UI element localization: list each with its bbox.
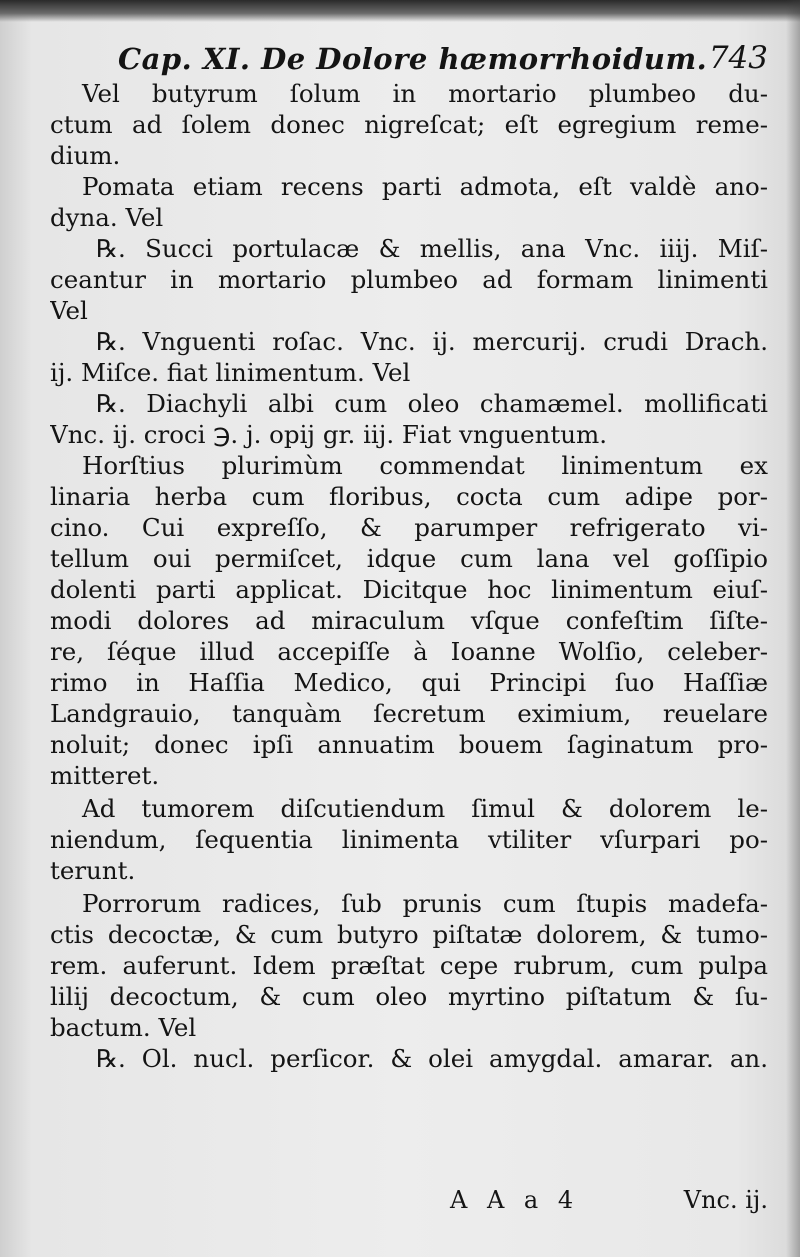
page-footer: [50, 1186, 768, 1220]
text-line: Ad tumorem diſcutiendum ſimul & dolorem le-: [82, 794, 768, 823]
text-line: ℞. Diachyli albi cum oleo chamæmel. mollificati: [96, 389, 768, 418]
text-line: ceantur in mortario plumbeo ad formam linimenti: [50, 265, 768, 294]
text-line: terunt.: [50, 856, 136, 885]
page-top-shadow: [0, 0, 800, 22]
text-line: tellum oui permiſcet, idque cum lana vel goſſipio: [50, 544, 768, 573]
text-line: bactum. Vel: [50, 1013, 197, 1042]
text-line: Horſtius plurimùm commendat linimentum ex: [82, 451, 768, 480]
text-line: ctis decoctæ, & cum butyro piſtatæ dolorem, & tumo-: [50, 920, 768, 949]
text-line: ℞. Ol. nucl. perſicor. & olei amygdal. amarar. an.: [96, 1044, 768, 1073]
text-line: Vel butyrum ſolum in mortario plumbeo du-: [82, 79, 768, 108]
text-line: cino. Cui expreſſo, & parumper refrigerato vi-: [50, 513, 768, 542]
signature-mark: A A a 4: [450, 1186, 580, 1214]
text-line: modi dolores ad miraculum vſque confeſtim ſiſte-: [50, 606, 768, 635]
text-line: Pomata etiam recens parti admota, eſt valdè ano-: [82, 172, 768, 201]
text-line: rem. auferunt. Idem præſtat cepe rubrum, cum pulpa: [50, 951, 768, 980]
text-line: ij. Miſce. fiat linimentum. Vel: [50, 358, 411, 387]
text-line: noluit; donec ipſi annuatim bouem ſaginatum pro-: [50, 730, 768, 759]
text-line: dyna. Vel: [50, 203, 164, 232]
chapter-title: Cap. XI. De Dolore hæmorrhoidum.: [118, 42, 708, 76]
text-line: linaria herba cum floribus, cocta cum adipe por-: [50, 482, 768, 511]
text-line: mitteret.: [50, 761, 160, 790]
text-line: dium.: [50, 141, 121, 170]
text-line: niendum, ſequentia linimenta vtiliter vſurpari po-: [50, 825, 768, 854]
running-header: [118, 42, 768, 82]
text-line: Porrorum radices, ſub prunis cum ſtupis madefa-: [82, 889, 768, 918]
text-line: ctum ad ſolem donec nigreſcat; eſt egregium reme-: [50, 110, 768, 139]
page-right-shadow: [786, 0, 800, 1257]
page-number: 743: [708, 40, 768, 76]
text-line: Vnc. ij. croci ℈. j. opij gr. iij. Fiat vnguentum.: [50, 420, 608, 449]
text-line: rimo in Haſſia Medico, qui Principi ſuo Haſſiæ: [50, 668, 768, 697]
text-line: ℞. Vnguenti roſac. Vnc. ij. mercurij. crudi Drach.: [96, 327, 768, 356]
text-line: Landgrauio, tanquàm ſecretum eximium, reuelare: [50, 699, 768, 728]
text-line: dolenti parti applicat. Dicitque hoc linimentum eiuſ-: [50, 575, 768, 604]
catchword: Vnc. ij.: [683, 1186, 768, 1214]
text-line: re, ſéque illud accepiſſe à Ioanne Wolſio, celeber-: [50, 637, 768, 666]
text-line: Vel: [50, 296, 88, 325]
body-text: [50, 78, 768, 1074]
text-line: ℞. Succi portulacæ & mellis, ana Vnc. iiij. Miſ-: [96, 234, 768, 263]
text-line: lilij decoctum, & cum oleo myrtino piſtatum & ſu-: [50, 982, 768, 1011]
